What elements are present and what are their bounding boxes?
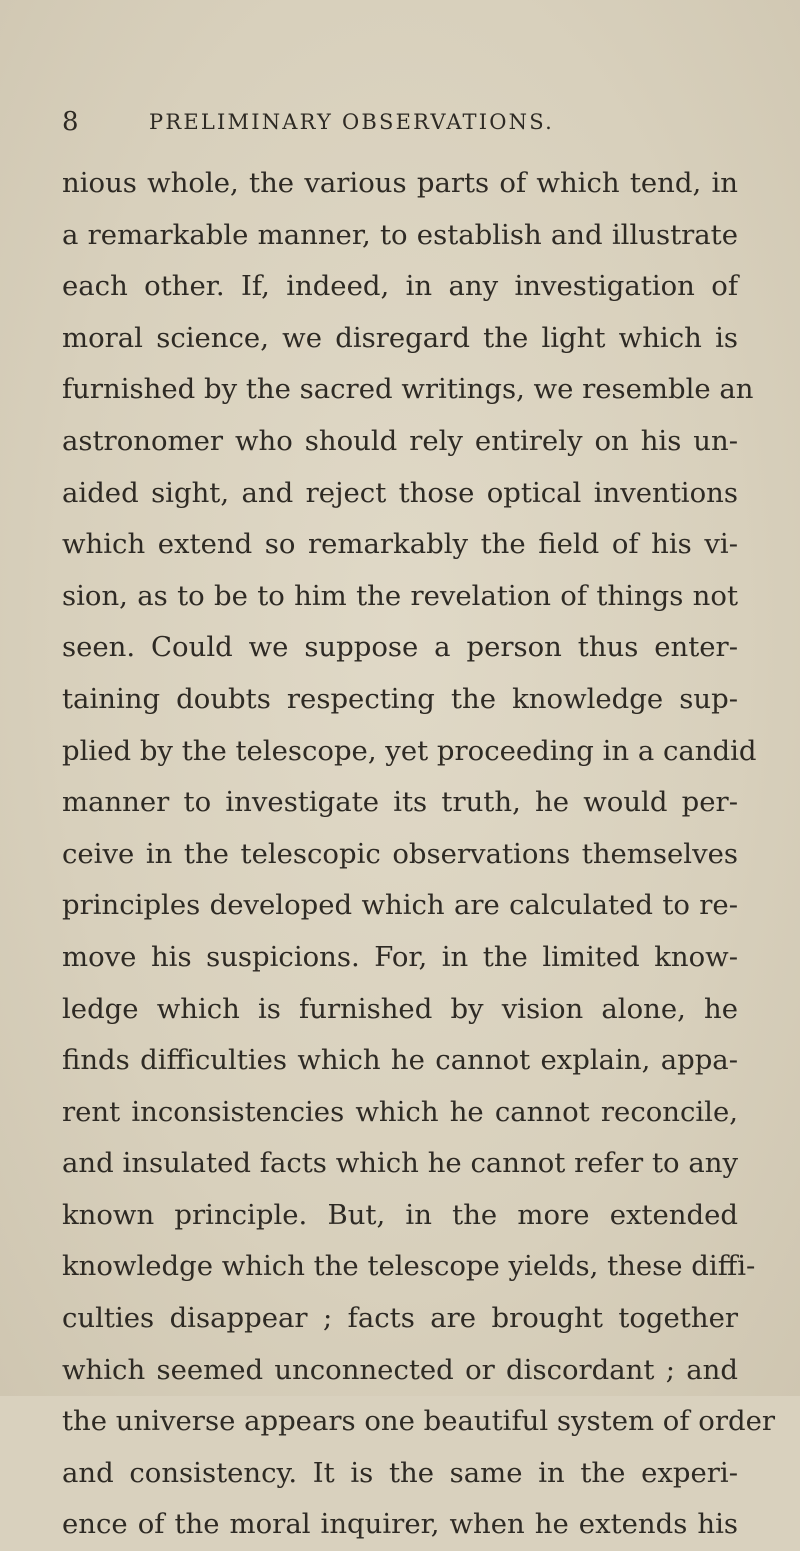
body-text <box>62 158 775 1551</box>
text-line: the universe appears one beautiful system of order <box>62 1405 775 1438</box>
page-number: 8 <box>62 107 79 137</box>
text-line: aided sight, and reject those optical inventions <box>62 476 738 509</box>
text-line: manner to investigate its truth, he would per- <box>62 786 738 819</box>
text-line: which extend so remarkably the field of his vi- <box>62 528 738 561</box>
text-line: known principle. But, in the more extended <box>62 1198 738 1231</box>
text-line: astronomer who should rely entirely on his un- <box>62 424 738 457</box>
text-line: move his suspicions. For, in the limited know- <box>62 940 738 973</box>
text-line: and consistency. It is the same in the experi- <box>62 1456 738 1489</box>
text-line: principles developed which are calculated to re- <box>62 889 738 922</box>
text-line: sion, as to be to him the revelation of things not <box>62 579 738 612</box>
text-line: ceive in the telescopic observations themselves <box>62 837 738 870</box>
text-line: finds difficulties which he cannot explain, appa- <box>62 1044 738 1077</box>
running-head <box>62 102 738 142</box>
text-line: ence of the moral inquirer, when he extends his <box>62 1508 738 1541</box>
text-line: nious whole, the various parts of which tend, in <box>62 167 738 199</box>
text-line: knowledge which the telescope yields, these diffi- <box>62 1250 756 1283</box>
text-line: each other. If, indeed, in any investigation of <box>62 270 738 303</box>
text-line: rent inconsistencies which he cannot reconcile, <box>62 1095 738 1128</box>
text-line: seen. Could we suppose a person thus enter- <box>62 631 738 664</box>
text-line: and insulated facts which he cannot refer to any <box>62 1147 738 1180</box>
text-line: furnished by the sacred writings, we resemble an <box>62 373 754 406</box>
text-line: culties disappear ; facts are brought together <box>62 1302 738 1335</box>
text-line: ledge which is furnished by vision alone, he <box>62 992 738 1025</box>
text-line: a remarkable manner, to establish and illustrate <box>62 218 738 251</box>
text-line: which seemed unconnected or discordant ; and <box>62 1353 738 1386</box>
text-line: taining doubts respecting the knowledge sup- <box>62 682 738 715</box>
running-head-title: PRELIMINARY OBSERVATIONS. <box>149 110 554 134</box>
text-line: moral science, we disregard the light which is <box>62 321 738 354</box>
text-line: plied by the telescope, yet proceeding in a candid <box>62 734 757 767</box>
